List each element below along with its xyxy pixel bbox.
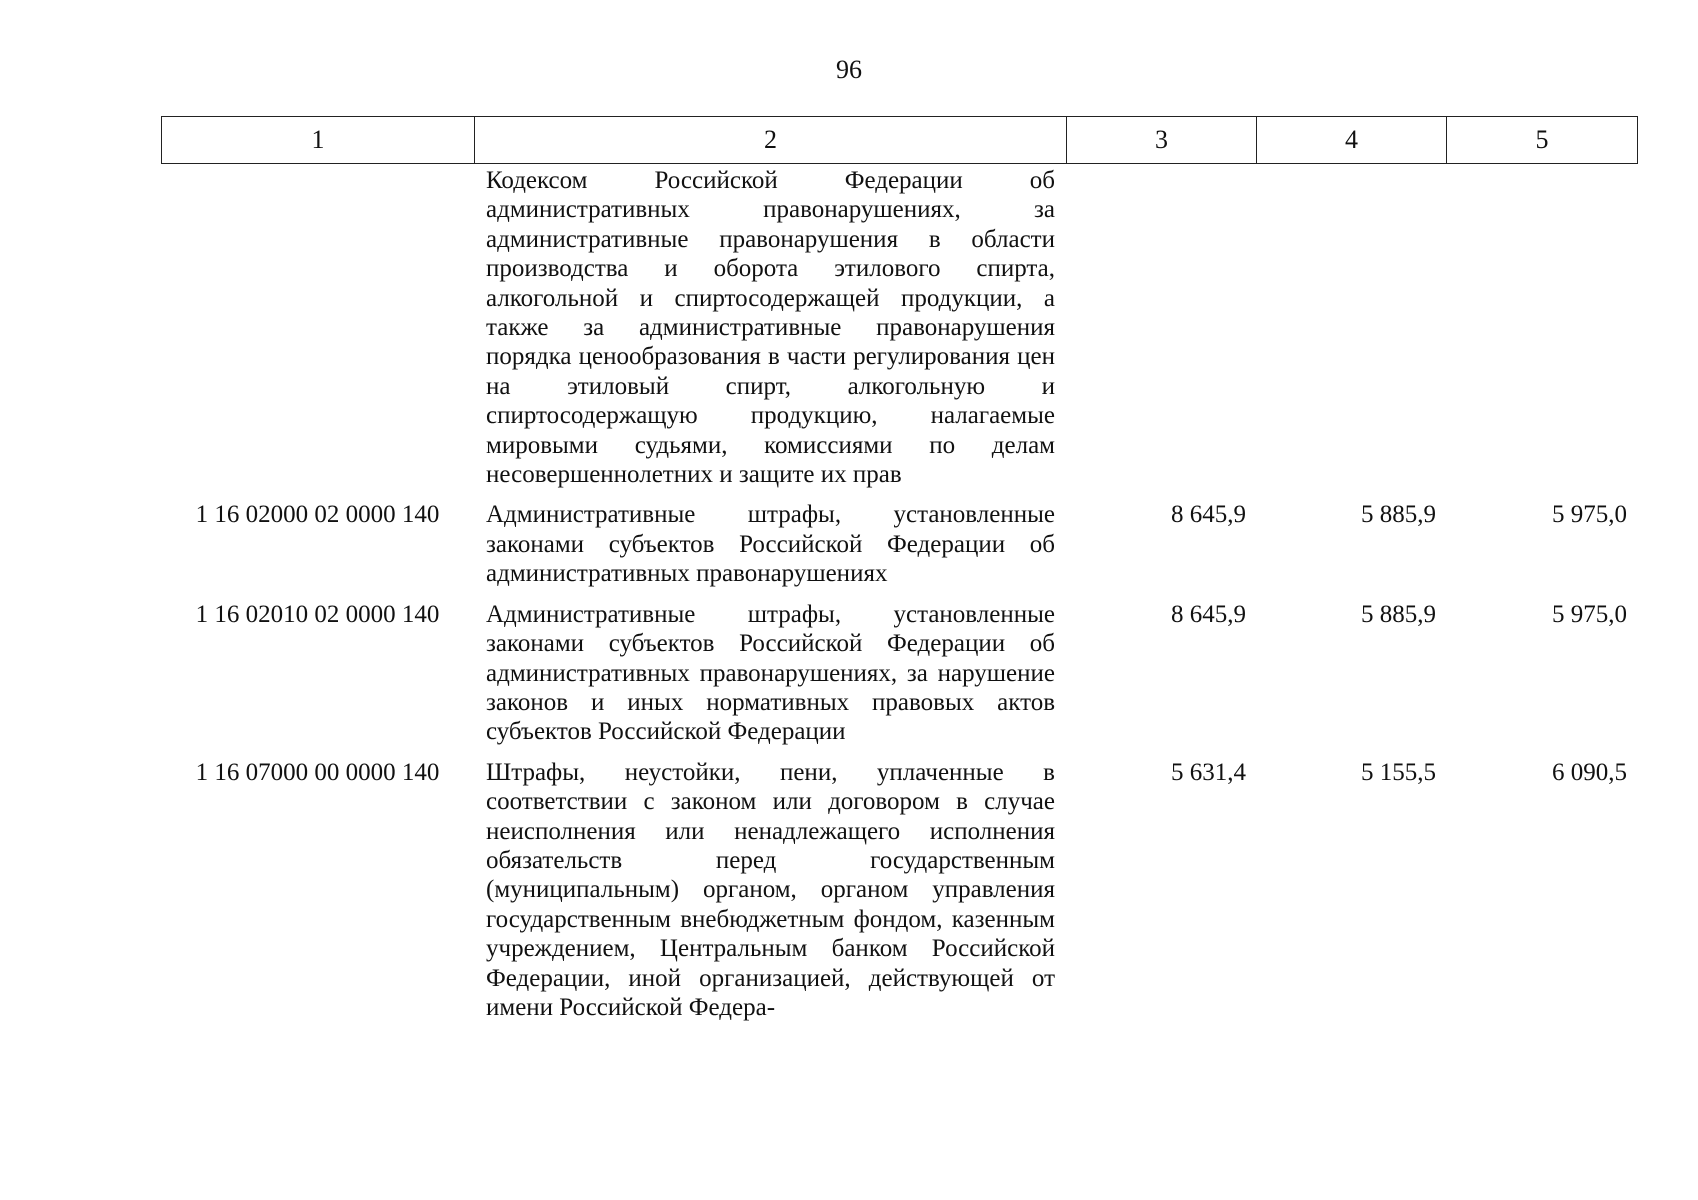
row-description: Административные штрафы, установленные законами субъектов Российской Федерации об административных правонарушениях, за нарушение законов и иных нормативных правовых актов субъектов Российской Федерации <box>486 600 1055 746</box>
header-cell-2: 2 <box>475 117 1067 164</box>
table-row <box>161 166 1637 500</box>
table-row <box>161 500 1637 599</box>
row-code <box>161 166 474 500</box>
row-value-col5: 5 975,0 <box>1552 600 1627 628</box>
header-cell-4: 4 <box>1257 117 1447 164</box>
row-value-col5: 5 975,0 <box>1552 501 1627 529</box>
row-value-col4 <box>1256 166 1446 500</box>
row-code: 1 16 07000 00 0000 140 <box>195 758 440 786</box>
row-value-col3: 8 645,9 <box>1171 501 1246 529</box>
row-value-col3: 8 645,9 <box>1171 600 1246 628</box>
row-description: Административные штрафы, установленные законами субъектов Российской Федерации об административных правонарушениях <box>486 501 1055 588</box>
table-row <box>161 600 1637 758</box>
page-number: 96 <box>836 55 862 84</box>
row-description: Штрафы, неустойки, пени, уплаченные в соответствии с законом или договором в случае неисполнения или ненадлежащего исполнения обязательств перед государственным (муниципальным) органом, органом управления государственным внебюджетным фондом, казенным учреждением, Центральным банком Российской Федерации, иной организацией, действующей от имени Российской Федера- <box>486 758 1055 1021</box>
row-value-col4: 5 885,9 <box>1361 501 1436 529</box>
row-value-col3 <box>1066 166 1256 500</box>
row-description: Кодексом Российской Федерации об административных правонарушениях, за административные правонарушения в области производства и оборота этилового спирта, алкогольной и спиртосодержащей продукции, а также за административные правонарушения порядка ценообразования в части регулирования цен на этиловый спирт, алкогольную и спиртосодержащую продукцию, налагаемые мировыми судьями, комиссиями по делам несовершеннолетних и защите их прав <box>486 167 1055 489</box>
header-cell-5: 5 <box>1447 117 1638 164</box>
row-value-col5: 6 090,5 <box>1552 758 1627 786</box>
header-cell-3: 3 <box>1067 117 1257 164</box>
row-value-col4: 5 885,9 <box>1361 600 1436 628</box>
row-code: 1 16 02010 02 0000 140 <box>195 600 440 628</box>
table-header <box>161 116 1638 164</box>
header-cell-1: 1 <box>162 117 475 164</box>
table-body <box>161 166 1637 1033</box>
row-code: 1 16 02000 02 0000 140 <box>195 501 440 529</box>
row-value-col5 <box>1446 166 1637 500</box>
row-value-col4: 5 155,5 <box>1361 758 1436 786</box>
header-row <box>162 117 1638 164</box>
table-row <box>161 758 1637 1034</box>
row-value-col3: 5 631,4 <box>1171 758 1246 786</box>
